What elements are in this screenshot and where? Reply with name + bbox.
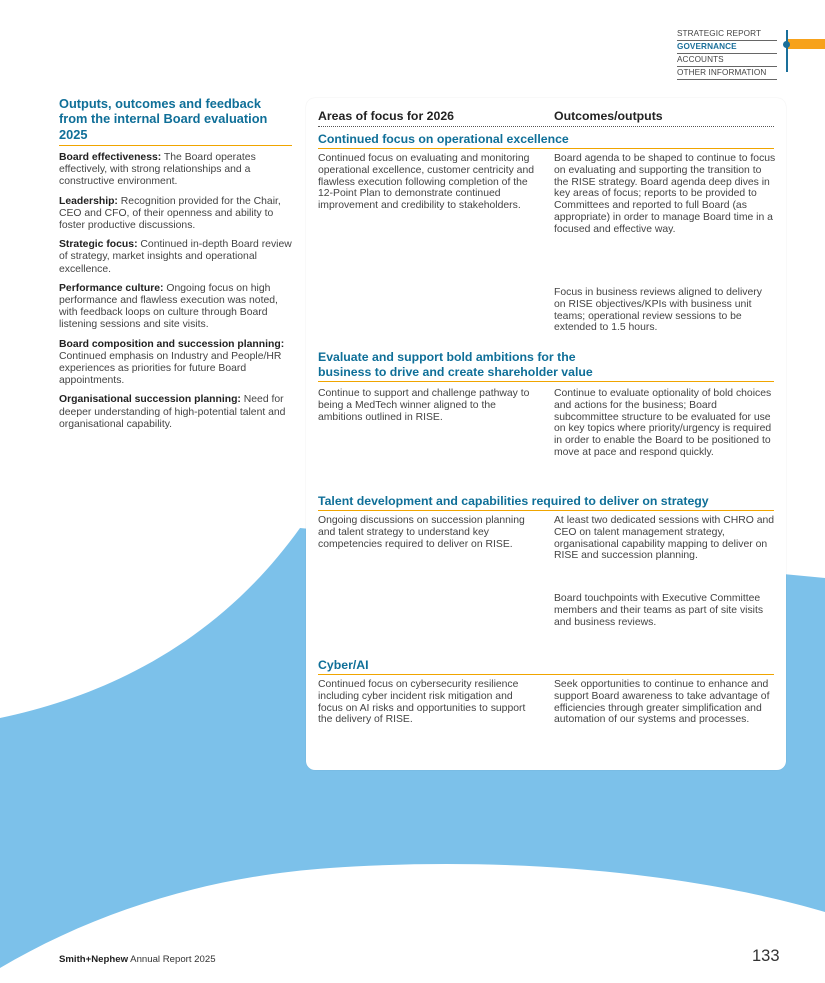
outcome-cell-talent-development-1: At least two dedicated sessions with CHRO and CEO on talent management strategy, organisational capability mapping to deliver on RISE and succession planning. xyxy=(554,515,775,562)
finding-board-composition xyxy=(59,339,292,388)
nav-active-dot xyxy=(783,41,790,48)
finding-text: Ongoing focus on high performance and flawless execution was noted, with feedback loops on culture through Board listening sessions and site visits. xyxy=(59,282,278,331)
finding-board-effectiveness xyxy=(59,152,292,189)
finding-text: The Board operates effectively, with strong relationships and a constructive environment. xyxy=(59,151,256,188)
table-header xyxy=(318,108,774,127)
finding-label: Performance culture: xyxy=(59,282,164,294)
section-title-bold-ambitions: Evaluate and support bold ambitions for the business to drive and create shareholder value xyxy=(318,350,774,382)
finding-label: Board effectiveness: xyxy=(59,151,162,163)
section-navigator xyxy=(677,28,777,80)
finding-leadership xyxy=(59,196,292,233)
finding-text: Continued in-depth Board review of strategy, market insights and operational excellence. xyxy=(59,239,292,275)
finding-organisational-succession xyxy=(59,394,292,431)
outcome-cell-cyber-ai-1: Seek opportunities to continue to enhance and support Board awareness to take advantage of efficiencies through greater simplification and automation of our systems and processes. xyxy=(554,679,770,726)
outcome-cell-operational-excellence-1: Board agenda to be shaped to continue to focus on evaluating and supporting the transition to the RISE strategy. Board agenda deep dives in key areas of focus; reports to be provided to Committees and reported to full Board (as appropriate) in order to manage Board time in a focused and effective way. xyxy=(554,153,776,235)
footer-brand xyxy=(59,954,216,965)
outcome-cell-bold-ambitions-1: Continue to evaluate optionality of bold choices and actions for the business; Board subcommittee structure to be evaluated for use on key topics where priority/urgency is required in order to enable the Board to be positioned to move at pace and respond quickly. xyxy=(554,388,772,458)
nav-item-strategic-report[interactable]: STRATEGIC REPORT xyxy=(677,28,777,41)
nav-indicator-bar xyxy=(788,39,825,49)
finding-text: Need for deeper understanding of high-potential talent and organisational capability. xyxy=(59,394,286,430)
focus-cell-cyber-ai: Continued focus on cybersecurity resilience including cyber incident risk mitigation and focus on AI risks and opportunities to support the delivery of RISE. xyxy=(318,679,526,726)
finding-label: Strategic focus: xyxy=(59,239,138,251)
focus-cell-operational-excellence: Continued focus on evaluating and monitoring operational excellence, customer centricity and flawless execution following completion of the 12-Point Plan to demonstrate continued improvement and credibility to stakeholders. xyxy=(318,153,535,212)
focus-areas-table xyxy=(306,98,786,770)
finding-text: Recognition provided for the Chair, CEO and CFO, of their openness and ability to foster productive discussions. xyxy=(59,195,281,231)
nav-rail xyxy=(786,30,788,72)
brand-name: Smith+Nephew xyxy=(59,954,129,965)
page-number: 133 xyxy=(752,947,780,965)
evaluation-outputs-title: Outputs, outcomes and feedback from the internal Board evaluation 2025 xyxy=(59,96,292,146)
finding-performance-culture xyxy=(59,283,292,332)
outcome-cell-talent-development-2: Board touchpoints with Executive Committee members and their teams as part of site visits and business reviews. xyxy=(554,593,764,628)
nav-item-governance[interactable]: GOVERNANCE xyxy=(677,41,777,54)
focus-cell-bold-ambitions: Continue to support and challenge pathway to being a MedTech winner aligned to the ambitions outlined in RISE. xyxy=(318,388,530,423)
evaluation-outputs-column xyxy=(59,96,292,431)
section-title-operational-excellence: Continued focus on operational excellence xyxy=(318,132,774,149)
finding-text: Continued emphasis on Industry and People/HR experiences as priorities for future Board appointments. xyxy=(59,350,282,387)
column-header-outcomes: Outcomes/outputs xyxy=(554,109,663,123)
report-name: Annual Report 2025 xyxy=(128,954,216,965)
nav-item-accounts[interactable]: ACCOUNTS xyxy=(677,54,777,67)
finding-label: Board composition and succession planning: xyxy=(59,338,285,350)
section-title-cyber-ai: Cyber/AI xyxy=(318,658,774,675)
nav-item-other-information[interactable]: OTHER INFORMATION xyxy=(677,67,777,80)
finding-strategic-focus xyxy=(59,239,292,276)
finding-label: Organisational succession planning: xyxy=(59,394,241,406)
focus-cell-talent-development: Ongoing discussions on succession planning and talent strategy to understand key competencies required to deliver on RISE. xyxy=(318,515,525,550)
column-header-areas-of-focus: Areas of focus for 2026 xyxy=(318,109,454,123)
section-title-talent-development: Talent development and capabilities required to deliver on strategy xyxy=(318,494,774,511)
finding-label: Leadership: xyxy=(59,195,118,207)
outcome-cell-operational-excellence-2: Focus in business reviews aligned to delivery on RISE objectives/KPIs with business unit teams; operational review sessions to be extended to 1.5 hours. xyxy=(554,287,762,334)
